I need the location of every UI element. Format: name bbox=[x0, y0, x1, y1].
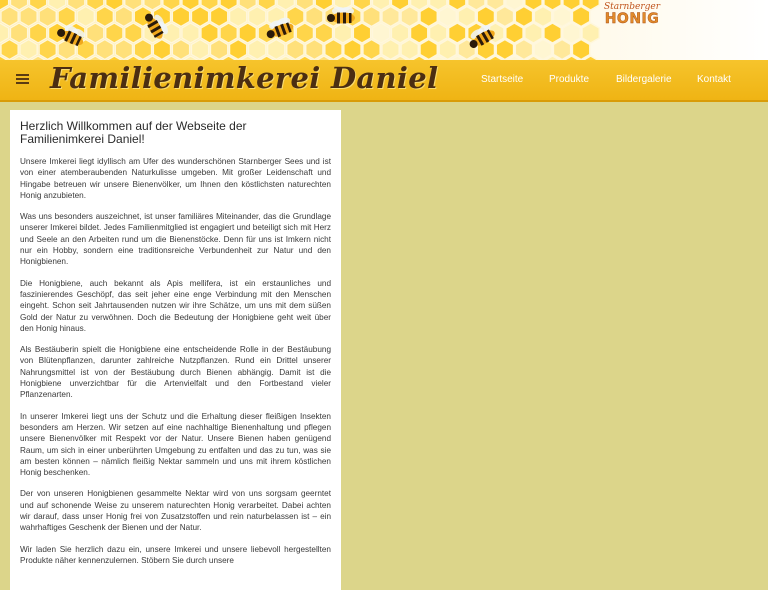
honeycomb-cell bbox=[534, 7, 551, 27]
honeycomb-cell bbox=[325, 40, 342, 60]
honeycomb-cell bbox=[411, 23, 428, 43]
welcome-content bbox=[10, 110, 341, 590]
honeycomb-cell bbox=[553, 7, 570, 27]
honeycomb-cell bbox=[172, 40, 189, 60]
nav-link-bildergalerie[interactable]: Bildergalerie bbox=[616, 74, 672, 85]
brand-logo-line2: HONIG bbox=[604, 11, 660, 27]
nav-link-startseite[interactable]: Startseite bbox=[481, 74, 524, 85]
honeycomb-cell bbox=[191, 40, 208, 60]
honeycomb-cell bbox=[125, 23, 142, 43]
honeycomb-cell bbox=[334, 23, 351, 43]
honeycomb-cell bbox=[87, 23, 104, 43]
brand-logo[interactable] bbox=[604, 2, 660, 28]
honeycomb-cell bbox=[544, 23, 561, 43]
brand-logo-line1: Starnberger bbox=[604, 2, 661, 12]
honeycomb-cell bbox=[230, 40, 247, 60]
honeycomb-cell bbox=[115, 40, 132, 60]
honeycomb-cell bbox=[287, 40, 304, 60]
honeycomb-cell bbox=[306, 7, 323, 27]
honeycomb-cell bbox=[201, 23, 218, 43]
honeycomb-cell bbox=[153, 40, 170, 60]
honeycomb-cell bbox=[382, 7, 399, 27]
honeycomb-cell bbox=[268, 40, 285, 60]
honeycomb-cell bbox=[515, 40, 532, 60]
header-banner bbox=[0, 0, 768, 60]
honeycomb-cell bbox=[344, 40, 361, 60]
honeycomb-cell bbox=[306, 40, 323, 60]
honeycomb-cell bbox=[420, 40, 437, 60]
honeycomb-cell bbox=[496, 40, 513, 60]
honeycomb-cell bbox=[39, 7, 56, 27]
honeycomb-cell bbox=[191, 7, 208, 27]
honeycomb-cell bbox=[372, 23, 389, 43]
welcome-heading: Herzlich Willkommen auf der Webseite der Familienimkerei Daniel! bbox=[20, 119, 247, 146]
honeycomb-cell bbox=[515, 7, 532, 27]
honeycomb-cell bbox=[249, 40, 266, 60]
honeycomb-cell bbox=[439, 40, 456, 60]
honeycomb-cell bbox=[449, 23, 466, 43]
honeycomb-cell bbox=[420, 7, 437, 27]
honeycomb-cell bbox=[315, 23, 332, 43]
honeycomb-cell bbox=[525, 23, 542, 43]
navbar bbox=[0, 60, 768, 102]
honeycomb-cell bbox=[553, 40, 570, 60]
honeycomb-cell bbox=[10, 23, 27, 43]
honeycomb-cell bbox=[77, 7, 94, 27]
honeycomb-cell bbox=[287, 7, 304, 27]
honeycomb-cell bbox=[115, 7, 132, 27]
honeycomb-cell bbox=[249, 7, 266, 27]
honeycomb-cell bbox=[230, 7, 247, 27]
honeycomb-cell bbox=[20, 7, 37, 27]
honeycomb-cell bbox=[39, 40, 56, 60]
honeycomb-cell bbox=[572, 40, 589, 60]
honeycomb-cell bbox=[29, 23, 46, 43]
family-paragraph: Was uns besonders auszeichnet, ist unser familiäres Miteinander, das die Grundlage unserer Imkerei bildet. Jedes Familienmitglied ist engagiert und beteiligt sich mit Herz und Seele an den Arbeiten rund um die Bienenstöcke. Denn für uns ist Imkern nicht nur ein Hobby, sondern eine traditionsreiche Verbundenheit zur Natur und den Honigbienen. bbox=[20, 212, 331, 267]
honeycomb-cell bbox=[182, 23, 199, 43]
honeycomb-cell bbox=[239, 23, 256, 43]
honeycomb-cell bbox=[1, 7, 18, 27]
honeycomb-cell bbox=[210, 7, 227, 27]
honeycomb-cell bbox=[572, 7, 589, 27]
site-title[interactable]: Familienimkerei Daniel bbox=[50, 61, 439, 95]
honeycomb-cell bbox=[363, 40, 380, 60]
nav-link-produkte[interactable]: Produkte bbox=[549, 74, 590, 85]
hamburger-menu-icon[interactable] bbox=[16, 74, 29, 85]
honeycomb-cell bbox=[96, 7, 113, 27]
honeycomb-cell bbox=[1, 40, 18, 60]
honeycomb-cell bbox=[353, 23, 370, 43]
honeycomb-cell bbox=[506, 23, 523, 43]
honeycomb-cell bbox=[96, 40, 113, 60]
intro-paragraph: Unsere Imkerei liegt idyllisch am Ufer des wunderschönen Starnberger Sees und ist von einer atemberaubenden Naturkulisse umgeben. Mit großer Leidenschaft und Hingabe betreuen wir unsere Bienenvölker, um Ihnen den köstlichsten naturechten Honig anzubieten. bbox=[20, 157, 331, 200]
honeycomb-cell bbox=[391, 23, 408, 43]
honeycomb-cell bbox=[401, 40, 418, 60]
honeycomb-cell bbox=[563, 23, 580, 43]
invitation-paragraph: Wir laden Sie herzlich dazu ein, unsere Imkerei und unsere liebevoll hergestellten Produkte näher kennenzulernen. Stöbern Sie durch unsere bbox=[20, 544, 331, 565]
honeycomb-cell bbox=[106, 23, 123, 43]
honeycomb-cell bbox=[363, 7, 380, 27]
protection-paragraph: In unserer Imkerei liegt uns der Schutz und die Erhaltung dieser fleißigen Insekten besonders am Herzen. Wir setzen auf eine nachhaltige Bienenhaltung und pflegen unsere Bienenvölker mit Respekt vor der Natur. Unsere Bienen haben genügend Raum, um sich in einer unberührten Umgebung zu entfalten und das zu tun, was sie am besten können – nämlich fleißig Nektar sammeln und uns mit ihrem köstlichen Honig beschenken. bbox=[20, 411, 331, 478]
honeybee-paragraph: Die Honigbiene, auch bekannt als Apis mellifera, ist ein erstaunliches und faszinierendes Geschöpf, das seit jeher eine enge Verbindung mit den Menschen eingeht. Schon seit Jahrtausenden nutzen wir ihre Schätze, um uns mit dem süßen Gold der Natur zu verwöhnen. Doch die Bedeutung der Honigbiene geht weit über den Honig hinaus. bbox=[20, 278, 331, 333]
honeycomb-cell bbox=[534, 40, 551, 60]
honeycomb-cell bbox=[382, 40, 399, 60]
honeycomb-cell bbox=[296, 23, 313, 43]
honeycomb-cell bbox=[172, 7, 189, 27]
honeycomb-cell bbox=[458, 7, 475, 27]
honeycomb-cell bbox=[439, 7, 456, 27]
honeycomb-cell bbox=[20, 40, 37, 60]
nav-link-kontakt[interactable]: Kontakt bbox=[697, 74, 731, 85]
honeycomb-cell bbox=[496, 7, 513, 27]
honeycomb-cell bbox=[430, 23, 447, 43]
honeycomb-cell bbox=[220, 23, 237, 43]
honeycomb-cell bbox=[134, 40, 151, 60]
honeycomb-cell bbox=[582, 23, 599, 43]
pollination-paragraph: Als Bestäuberin spielt die Honigbiene eine entscheidende Rolle in der Bestäubung von Blütenpflanzen, darunter zahlreiche Nutzpflanzen. Rund ein Drittel unserer Nahrungsmittel ist von der Bestäubung durch Bienen abhängig. Damit ist die Honigbiene unverzichtbar für die Artenvielfalt und den Fortbestand vieler Pflanzenarten. bbox=[20, 345, 331, 400]
honeycomb-cell bbox=[210, 40, 227, 60]
honeycomb-cell bbox=[58, 7, 75, 27]
honeycomb-cell bbox=[477, 7, 494, 27]
nectar-paragraph: Der von unseren Honigbienen gesammelte Nektar wird von uns sorgsam geerntet und auf schonende Weise zu unserem naturechten Honig verarbeitet. Dabei achten wir darauf, dass unser Honig frei von Zusatzstoffen und rein naturbelassen ist – ein wahrhaftiges Geschenk der Bienen und der Natur. bbox=[20, 489, 331, 533]
honeycomb-cell bbox=[401, 7, 418, 27]
